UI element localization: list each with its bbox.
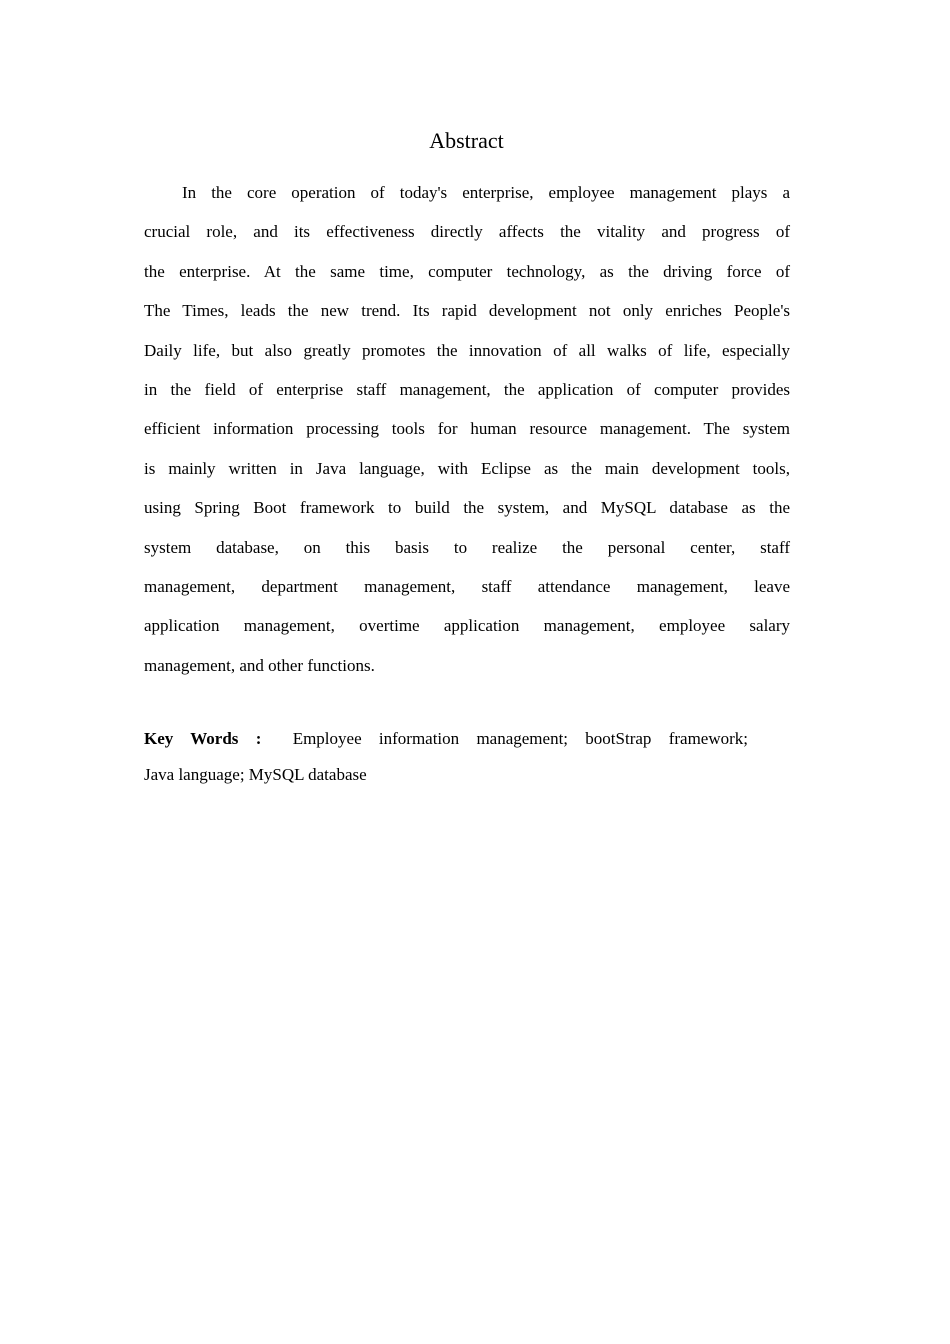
keywords: [144, 724, 748, 790]
abstract-line: application management, overtime application management, employee salary: [144, 616, 790, 636]
keywords-line-1: [144, 724, 748, 760]
abstract-line: is mainly written in Java language, with Eclipse as the main development tools,: [144, 458, 790, 478]
keywords-text-1: Employee information management; bootStrap framework;: [292, 729, 748, 748]
abstract-line: In the core operation of today's enterprise, employee management plays a: [182, 183, 790, 202]
keywords-label: Key Words :: [144, 729, 262, 748]
abstract-line: Daily life, but also greatly promotes the innovation of all walks of life, especially: [144, 340, 790, 360]
abstract-line: crucial role, and its effectiveness directly affects the vitality and progress of: [144, 222, 790, 242]
abstract-line: management, and other functions.: [144, 655, 375, 675]
abstract-line: efficient information processing tools for human resource management. The system: [144, 419, 790, 439]
abstract-line: using Spring Boot framework to build the system, and MySQL database as the: [144, 498, 790, 518]
abstract-line: system database, on this basis to realize the personal center, staff: [144, 537, 790, 557]
abstract-line: The Times, leads the new trend. Its rapid development not only enriches People's: [144, 301, 790, 321]
abstract-title: Abstract: [429, 128, 504, 153]
abstract-body: [144, 176, 790, 688]
abstract-line: the enterprise. At the same time, computer technology, as the driving force of: [144, 261, 790, 281]
abstract-line: in the field of enterprise staff management, the application of computer provides: [144, 379, 790, 399]
abstract-line: management, department management, staff attendance management, leave: [144, 576, 790, 596]
keywords-text-2: Java language; MySQL database: [144, 765, 367, 784]
